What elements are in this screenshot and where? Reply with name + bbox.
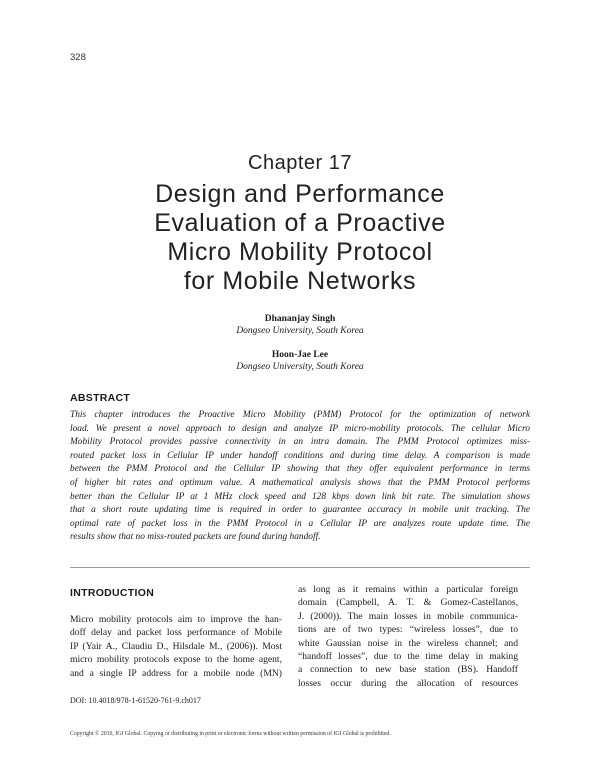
doi-footnote: DOI: 10.4018/978-1-61520-761-9.ch017: [70, 696, 201, 705]
abstract-line: Mobility Protocol provides passive connectivity in an intra domain. The PMM Protocol optimizes miss-: [70, 437, 530, 448]
body-column-left: [70, 613, 282, 680]
introduction-heading: INTRODUCTION: [70, 587, 155, 599]
body-line: tions are of two types: “wireless losses”, due to: [298, 624, 518, 636]
copyright-notice: Copyright © 2010, IGI Global. Copying or distributing in print or electronic forms without written permission of IGI Global is prohibited.: [70, 731, 391, 737]
body-line: a connection to new base station (BS). Handoff: [298, 664, 518, 676]
body-line: “handoff losses”, due to the time delay in making: [298, 651, 518, 663]
section-divider: [70, 567, 530, 568]
title-line: Evaluation of a Proactive: [154, 209, 446, 237]
body-line: IP (Yair A., Claudiu D., Hilsdale M., (2006)). Most: [70, 640, 282, 652]
abstract-line: routed packet loss in Cellular IP under handoff conditions and during time delay. A comparison is made: [70, 450, 530, 461]
author-affiliation: Dongseo University, South Korea: [236, 326, 364, 336]
abstract-line: This chapter introduces the Proactive Micro Mobility (PMM) Protocol for the optimization of network: [70, 410, 530, 420]
title-line: Micro Mobility Protocol: [167, 238, 433, 266]
body-line: as long as it remains within a particular foreign: [298, 584, 518, 595]
title-line: for Mobile Networks: [183, 267, 417, 295]
abstract-line: better than the Cellular IP at 1 MHz clock speed and 128 kbps down link bit rate. The simulation shows: [70, 491, 530, 502]
abstract-line: load. We present a novel approach to design and analyze IP micro-mobility protocols. The cellular Micro: [70, 423, 530, 434]
abstract-line: of higher bit rates and optimum value. A mathematical analysis shows that the PMM Protocol performs: [70, 477, 530, 488]
body-column-right: [298, 583, 518, 690]
author-name: Hoon-Jae Lee: [271, 350, 329, 360]
abstract-line: optimal rate of packet loss in the PMM Protocol in a Cellular IP are analyzes route update time. The: [70, 518, 530, 529]
abstract-line: results show that no miss-routed packets are found during handoff.: [70, 532, 321, 543]
body-line: Micro mobility protocols aim to improve the han-: [70, 614, 282, 625]
body-line: micro mobility protocols expose to the home agent,: [70, 654, 282, 666]
body-line: J. (2000)). The main losses in mobile communica-: [298, 610, 518, 622]
abstract-line: that a short route updating time is required in order to guarantee accuracy in mobile unit tracking. The: [70, 505, 530, 516]
chapter-label: Chapter 17: [248, 152, 352, 174]
author-name: Dhananjay Singh: [264, 314, 336, 324]
abstract-line: between the PMM Protocol and the Cellular IP showing that they offer equivalent performance in terms: [70, 464, 530, 475]
author-affiliation: Dongseo University, South Korea: [236, 362, 364, 372]
page-number: 328: [70, 52, 86, 63]
chapter-title: [60, 180, 540, 296]
abstract-body: [70, 409, 530, 545]
body-line: losses occur during the allocation of resources: [298, 677, 518, 689]
author-block: [0, 350, 600, 372]
body-line: doff delay and packet loss performance of Mobile: [70, 627, 282, 639]
body-line: domain (Campbell, A. T. & Gomez-Castellanos,: [298, 597, 518, 609]
title-line: Design and Performance: [155, 180, 445, 208]
body-line: and a single IP address for a mobile node (MN): [70, 667, 282, 679]
author-block: [0, 314, 600, 336]
body-line: white Gaussian noise in the wireless channel; and: [298, 637, 518, 649]
abstract-heading: ABSTRACT: [70, 392, 131, 404]
